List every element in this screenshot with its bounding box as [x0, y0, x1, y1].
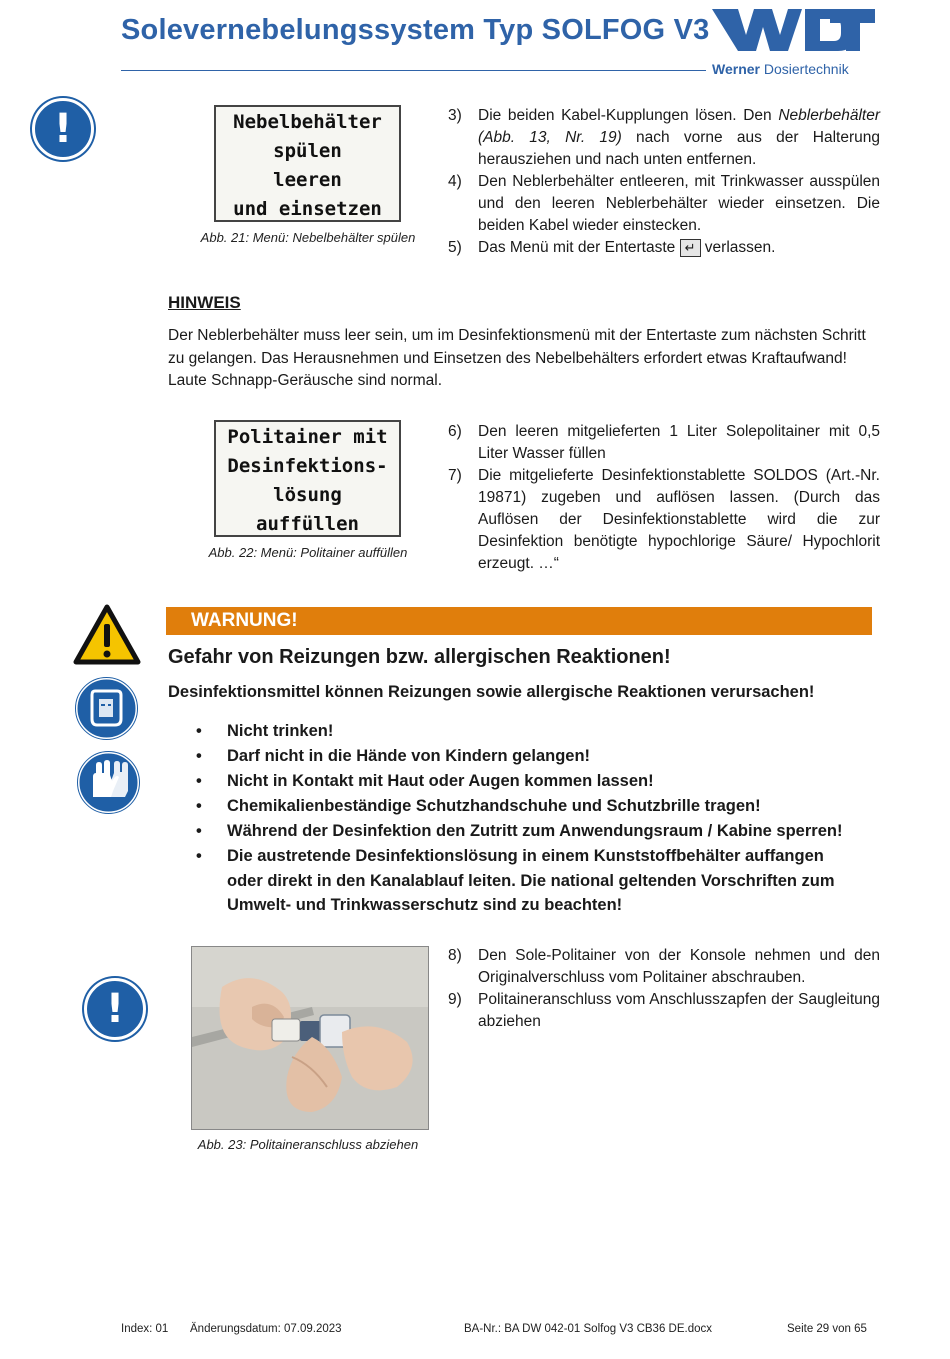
- screen-line: spülen: [273, 140, 342, 162]
- steps-list-2: [448, 421, 880, 575]
- face-shield-icon: [75, 677, 138, 740]
- screen-line: leeren: [273, 169, 342, 191]
- footer-ba-number: BA-Nr.: BA DW 042-01 Solfog V3 CB36 DE.docx: [464, 1323, 713, 1335]
- warning-title: Gefahr von Reizungen bzw. allergischen Reaktionen!: [168, 646, 671, 668]
- screen-line: lösung: [273, 484, 342, 506]
- enter-key-icon: ↵: [680, 239, 701, 257]
- screen-line: Politainer mit: [227, 426, 388, 448]
- screen-line: Desinfektions-: [227, 455, 388, 477]
- exclamation-mark-icon: !: [84, 978, 146, 1040]
- warning-triangle-icon: [73, 604, 141, 666]
- step-item: 4) Den Neblerbehälter entleeren, mit Trinkwasser ausspülen und den leeren Neblerbehälter wieder einsetzen. Die beiden Kabel wieder einstecken.: [448, 173, 880, 234]
- list-item: • Während der Desinfektion den Zutritt zum Anwendungsraum / Kabine sperren!: [196, 822, 843, 840]
- list-item: • Chemikalienbeständige Schutzhandschuhe und Schutzbrille tragen!: [196, 797, 761, 815]
- warning-subtitle: Desinfektionsmittel können Reizungen sowie allergische Reaktionen verursachen!: [168, 683, 815, 701]
- figure-caption-21: Abb. 21: Menü: Nebelbehälter spülen: [200, 230, 416, 245]
- footer-page-number: Seite 29 von 65: [787, 1323, 867, 1335]
- hinweis-heading: HINWEIS: [168, 293, 241, 312]
- figure-caption-23: Abb. 23: Politaineranschluss abziehen: [197, 1137, 419, 1152]
- logo-subtitle: Werner Dosiertechnik: [712, 61, 849, 77]
- warning-bullet-list: [196, 719, 866, 918]
- figure-caption-22: Abb. 22: Menü: Politainer auffüllen: [208, 545, 408, 560]
- hinweis-text: Der Neblerbehälter muss leer sein, um im Desinfektionsmenü mit der Entertaste zum nächsten Schritt zu gelangen. Das Herausnehmen und Einsetzen des Nebelbehälters erfordert etwas Kraftaufwand! Laute Schnapp-Geräusche sind normal.: [168, 327, 866, 389]
- list-item: • Die austretende Desinfektionslösung in einem Kunststoffbehälter auffangen oder direkt in den Kanalablauf leiten. Die national geltenden Vorschriften zum Umwelt- und Trinkwasserschutz sind zu beachten!: [196, 847, 835, 914]
- list-item: • Darf nicht in die Hände von Kindern gelangen!: [196, 747, 591, 765]
- step-item: 8) Den Sole-Politainer von der Konsole nehmen und den Originalverschluss vom Politainer abschrauben.: [448, 947, 880, 986]
- screen-line: und einsetzen: [233, 198, 382, 220]
- steps-list-3: [448, 945, 880, 1033]
- list-item: • Nicht in Kontakt mit Haut oder Augen kommen lassen!: [196, 772, 654, 790]
- step-item: 7) Die mitgelieferte Desinfektionstablette SOLDOS (Art.-Nr. 19871) zugeben und auflösen lassen. (Durch das Auflösen der Desinfektionstablette wird die zur Desinfektion benötigte hypochlorige Säure/ Hypochlorit erzeugt. …“: [448, 467, 880, 572]
- exclamation-mark-icon: !: [32, 98, 94, 160]
- footer-date: Änderungsdatum: 07.09.2023: [190, 1323, 342, 1335]
- document-title: Solevernebelungssystem Typ SOLFOG V3: [121, 14, 710, 46]
- screen-line: auffüllen: [256, 513, 359, 535]
- list-item: • Nicht trinken!: [196, 722, 334, 740]
- steps-list-1: [448, 105, 880, 259]
- screen-line: Nebelbehälter: [233, 111, 382, 133]
- warning-banner: WARNUNG!: [166, 607, 872, 635]
- menu-screen-nebelbehaelter: [214, 105, 401, 222]
- step-item: 5) Das Menü mit der Entertaste ↵ verlassen.: [448, 239, 776, 256]
- menu-screen-politainer: [214, 420, 401, 537]
- step-item: 9) Politaineranschluss vom Anschlusszapfen der Saugleitung abziehen: [448, 991, 880, 1030]
- header-divider: [121, 70, 706, 71]
- footer-index: Index: 01: [121, 1323, 169, 1335]
- protective-gloves-icon: [77, 751, 140, 814]
- step-item: 6) Den leeren mitgelieferten 1 Liter Solepolitainer mit 0,5 Liter Wasser füllen: [448, 423, 880, 462]
- politainer-connector-photo: [191, 946, 429, 1130]
- step-item: 3) Die beiden Kabel-Kupplungen lösen. Den Neblerbehälter (Abb. 13, Nr. 19) nach vorne aus der Halterung herausziehen und nach unten entfernen.: [448, 107, 880, 168]
